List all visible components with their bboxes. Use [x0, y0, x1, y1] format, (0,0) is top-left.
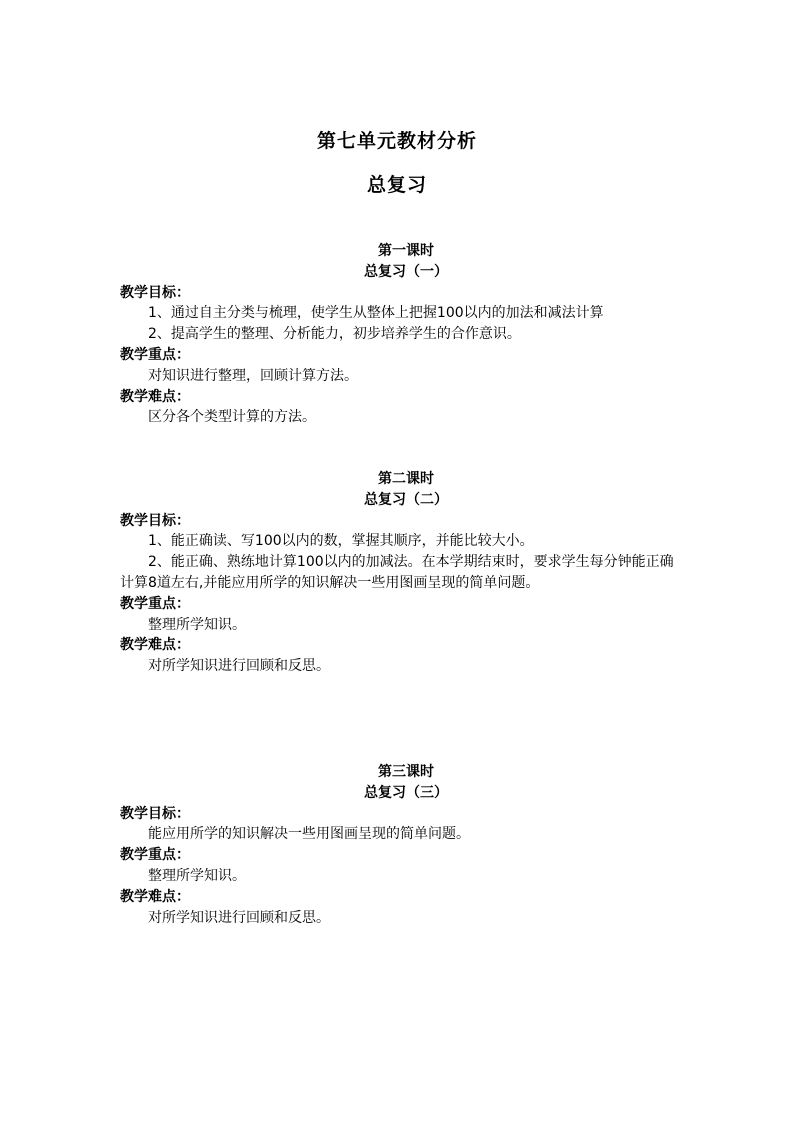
goal-item: 1、能正确读、写100以内的数，掌握其顺序，并能比较大小。 [148, 533, 534, 550]
goal-item: 1、通过自主分类与梳理，使学生从整体上把握100以内的加法和减法计算 [148, 305, 604, 322]
lesson-name: 总复习（三） [364, 784, 448, 801]
goal-item: 2、提高学生的整理、分析能力，初步培养学生的合作意识。 [148, 326, 521, 343]
key-points-heading: 教学重点： [120, 595, 190, 612]
document-title: 第七单元教材分析 [316, 130, 477, 152]
lesson-period: 第一课时 [378, 243, 434, 259]
goals-heading: 教学目标： [120, 512, 190, 529]
key-points-heading: 教学重点： [120, 346, 190, 363]
difficulties-text: 对所学知识进行回顾和反思。 [148, 658, 330, 675]
difficulties-heading: 教学难点： [120, 637, 190, 654]
lesson-section-3 [120, 762, 680, 928]
lesson-name: 总复习（一） [364, 263, 448, 280]
lesson-section-1 [120, 241, 680, 428]
lesson-period: 第三课时 [378, 764, 434, 780]
difficulties-heading: 教学难点： [120, 888, 190, 905]
difficulties-text: 对所学知识进行回顾和反思。 [148, 909, 330, 926]
document-subtitle: 总复习 [366, 174, 427, 196]
goals-heading: 教学目标： [120, 284, 190, 301]
goal-item: 能应用所学的知识解决一些用图画呈现的简单问题。 [148, 826, 470, 843]
goal-item: 2、能正确、熟练地计算100以内的加减法。在本学期结束时，要求学生每分钟能正确计算8道左右,并能应用所学的知识解决一些用图画呈现的简单问题。 [120, 554, 674, 591]
key-points-text: 整理所学知识。 [148, 867, 246, 884]
difficulties-text: 区分各个类型计算的方法。 [148, 409, 316, 426]
lesson-name: 总复习（二） [364, 491, 448, 508]
key-points-text: 整理所学知识。 [148, 616, 246, 633]
lesson-period: 第二课时 [378, 471, 434, 487]
lesson-section-2 [120, 469, 680, 677]
difficulties-heading: 教学难点： [120, 388, 190, 405]
goals-heading: 教学目标： [120, 805, 190, 822]
key-points-heading: 教学重点： [120, 847, 190, 864]
key-points-text: 对知识进行整理，回顾计算方法。 [148, 367, 358, 384]
